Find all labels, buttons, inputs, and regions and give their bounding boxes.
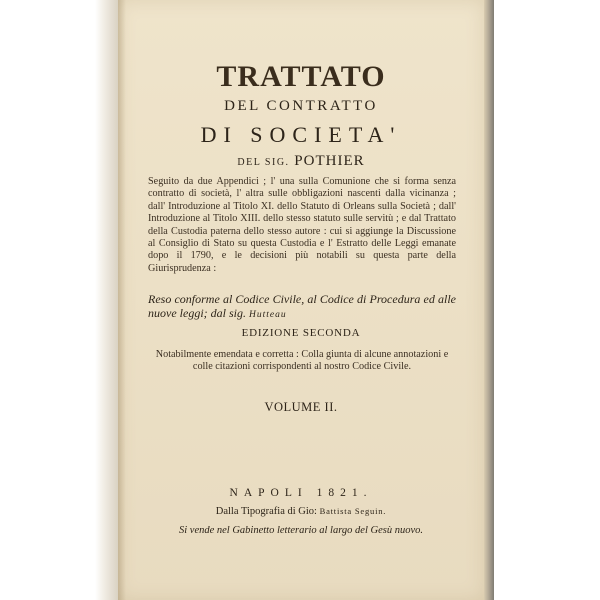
- book-subtitle-2: DI SOCIETA': [200, 122, 402, 147]
- edition-notes: Notabilmente emendata e corretta : Colla giunta di alcune annotazioni e colle citazioni corrispondenti al nostro Codice Civile.: [155, 349, 449, 372]
- book-binding-left: [95, 0, 119, 600]
- author-name: POTHIER: [294, 153, 365, 169]
- reso-conforme-line: [148, 292, 456, 322]
- author-line: [118, 153, 484, 170]
- printer-line: [118, 506, 484, 517]
- reso-text: Reso conforme al Codice Civile, al Codice di Procedura ed alle nuove leggi; dal sig.: [148, 292, 456, 320]
- title-page: [118, 0, 484, 600]
- book-title: TRATTATO: [216, 60, 386, 93]
- edition-label: EDIZIONE SECONDA: [241, 327, 361, 339]
- printer-prefix: Dalla Tipografia di Gio:: [215, 506, 317, 517]
- place-year: NAPOLI 1821.: [229, 487, 373, 499]
- book-subtitle-1: DEL CONTRATTO: [224, 98, 378, 114]
- page-edge-right: [484, 0, 494, 600]
- volume-label: VOLUME II.: [264, 400, 338, 414]
- seller-line: Si vende nel Gabinetto letterario al largo del Gesù nuovo.: [179, 525, 423, 536]
- author-prefix: DEL SIG.: [237, 157, 290, 168]
- page-gutter-shadow: [118, 0, 126, 600]
- description-paragraph: Seguito da due Appendici ; l' una sulla Comunione che si forma senza contratto di società, l' altra sulle obbligazioni nascenti dalla vicinanza ; dall' Introduzione al Titolo XI. dello Statuto di Orleans sulla Società ; dall' Introduzione al Titolo XIII. dello stesso statuto sulle servitù ; e dal Trattato della Custodia paterna dello stesso autore : cui si aggiunge la Discussione al Consiglio di Stato su questa Custodia e l' Estratto delle Leggi emanate dopo il 1790, e le decisioni più notabili su questa parte della Giurisprudenza :: [148, 176, 456, 274]
- reso-author: Hutteau: [248, 310, 287, 320]
- printer-name: Battista Seguin.: [319, 506, 387, 516]
